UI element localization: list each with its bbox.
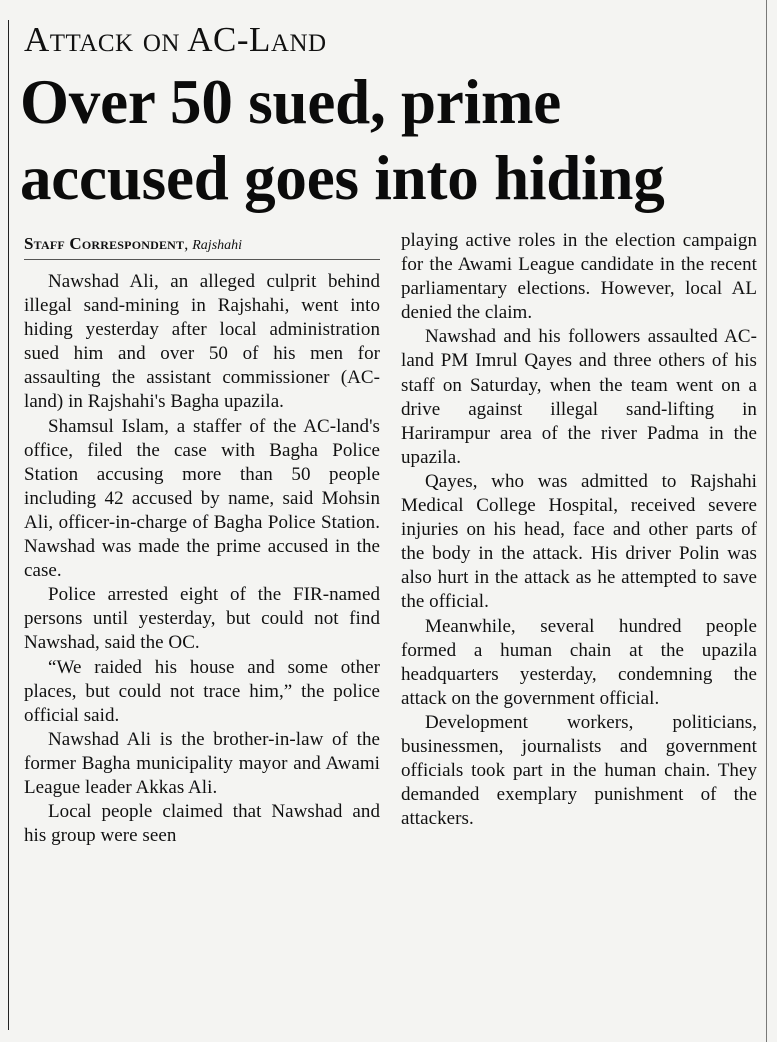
paragraph: Nawshad and his followers assaulted AC-land PM Imrul Qayes and three others of his staff on Saturday, when the team went on a drive against illegal sand-lifting in Harirampur area of the river Padma in the upazila. [401, 326, 757, 468]
byline-organization: Staff Correspondent [24, 234, 185, 253]
paragraph: Nawshad Ali, an alleged culprit behind illegal sand-mining in Rajshahi, went into hiding yesterday after local administration sued him and over 50 of his men for assaulting the assistant commissioner (AC-land) in Rajshahi's Bagha upazila. [24, 271, 380, 413]
paragraph: Qayes, who was admitted to Rajshahi Medical College Hospital, received severe injuries on his head, face and other parts of the body in the attack. His driver Polin was also hurt in the attack as he attempted to save the official. [401, 470, 757, 613]
kicker: Attack on AC-Land [24, 20, 327, 59]
paragraph: Shamsul Islam, a staffer of the AC-land's office, filed the case with Bagha Police Station accusing more than 50 people including 42 accused by name, said Mohsin Ali, officer-in-charge of Bagha Police Station. Nawshad was made the prime accused in the case. [24, 415, 380, 582]
paragraph-continued: playing active roles in the election campaign for the Awami League candidate in the recent parliamentary elections. However, local AL denied the claim. [401, 230, 757, 324]
left-column-rule [8, 20, 9, 1030]
byline-rule [24, 259, 380, 260]
paragraph: Local people claimed that Nawshad and his group were seen [24, 801, 380, 847]
paragraph: Police arrested eight of the FIR-named persons until yesterday, but could not find Nawshad, said the OC. [24, 584, 380, 654]
headline-line-2: accused goes into hiding [20, 143, 665, 213]
paragraph: “We raided his house and some other places, but could not trace him,” the police official said. [24, 656, 380, 726]
paragraph: Development workers, politicians, businessmen, journalists and government officials took part in the human chain. They demanded exemplary punishment of the attackers. [401, 711, 757, 830]
paragraph: Meanwhile, several hundred people formed a human chain at the upazila headquarters yesterday, condemning the attack on the government official. [401, 615, 757, 709]
byline-separator: , [184, 236, 193, 253]
headline [20, 64, 770, 216]
paragraph: Nawshad Ali is the brother-in-law of the former Bagha municipality mayor and Awami League leader Akkas Ali. [24, 728, 380, 798]
byline [24, 234, 380, 256]
article-column-1 [24, 270, 380, 848]
headline-line-1: Over 50 sued, prime [20, 67, 561, 137]
article-column-2 [401, 229, 757, 831]
byline-place: Rajshahi [192, 238, 243, 253]
